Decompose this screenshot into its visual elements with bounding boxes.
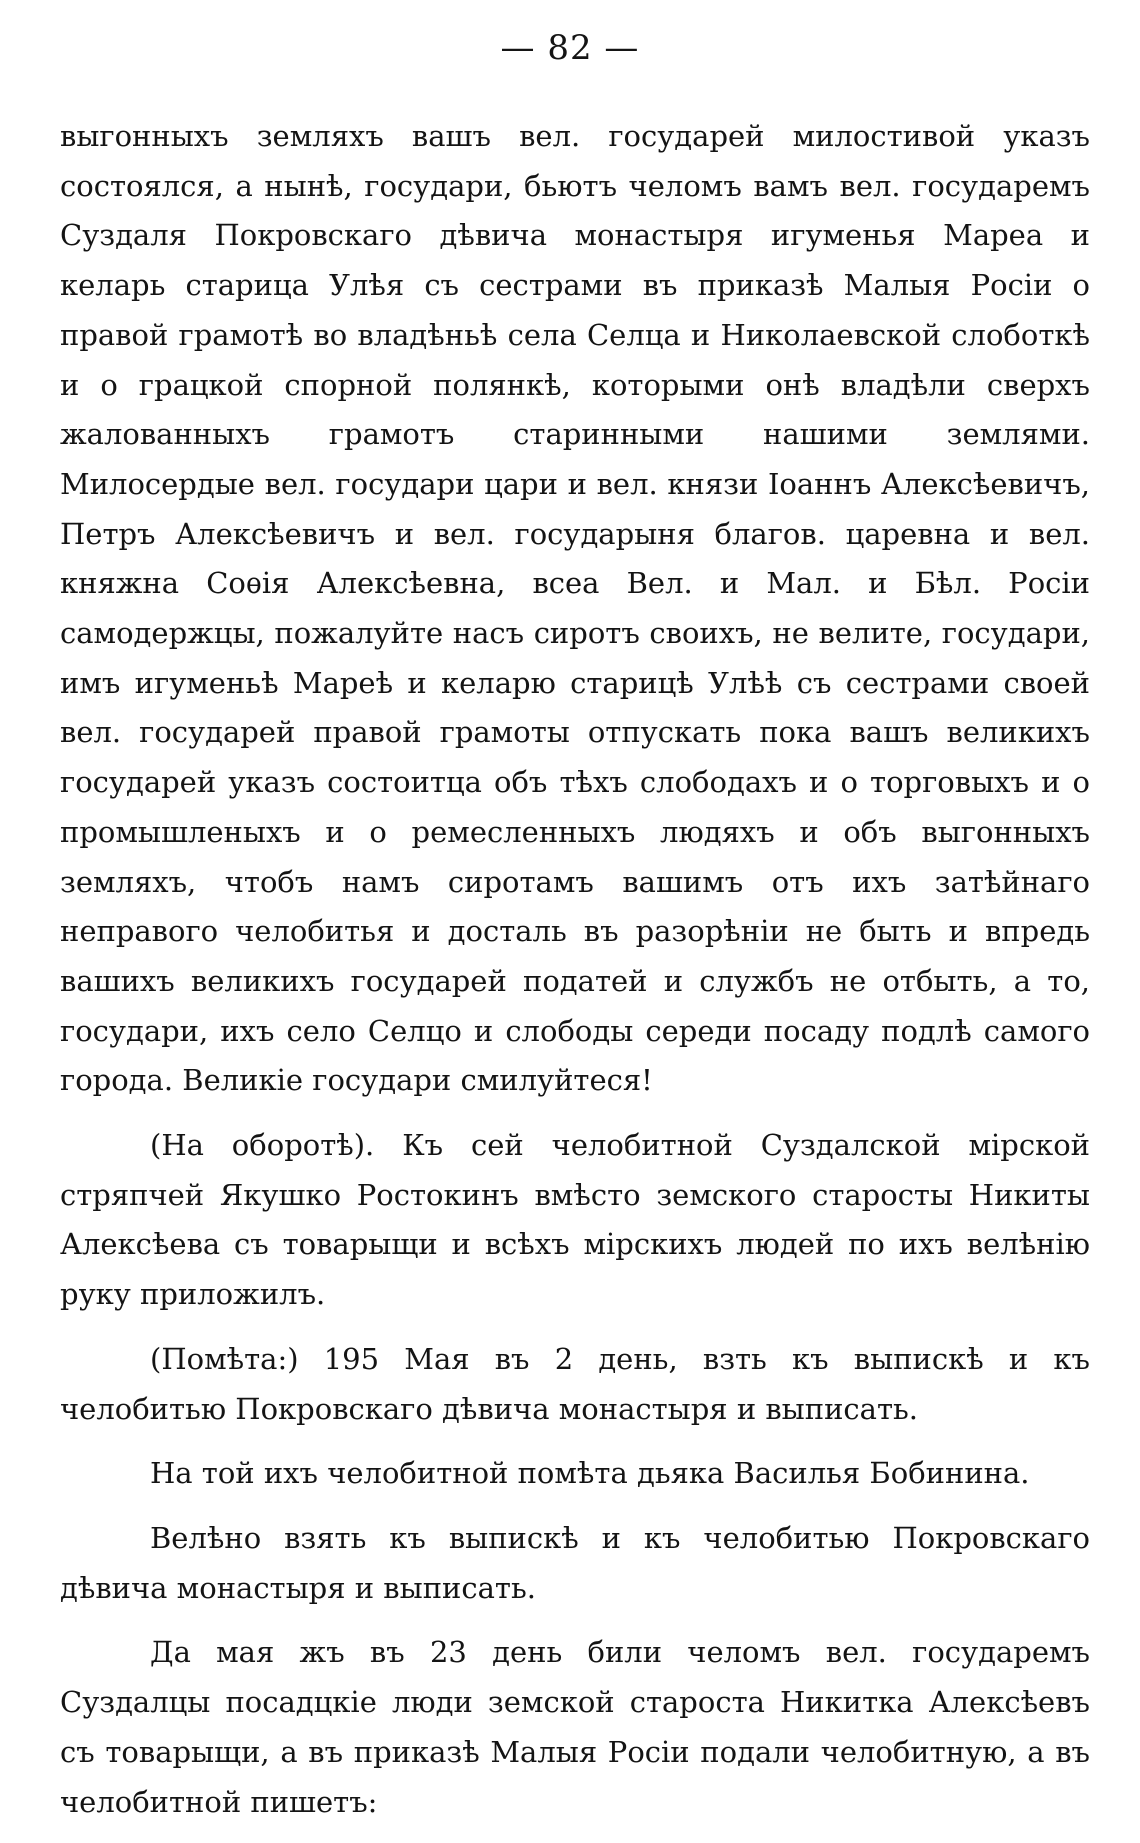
paragraph-order: Велѣно взять къ выпискѣ и къ челобитью Покровскаго дѣвича монастыря и выписать. <box>60 1520 1090 1605</box>
paragraph-reverse-note: (На оборотѣ). Къ сей челобитной Суздалской мірской стряпчей Якушко Ростокинъ вмѣсто земского старосты Никиты Алексѣева съ товарыщи и всѣхъ мірскихъ людей по ихъ велѣнію руку приложилъ. <box>60 1128 1090 1312</box>
document-body <box>60 112 1090 1827</box>
paragraph-annotation: (Помѣта:) 195 Мая въ 2 день, взть къ выпискѣ и къ челобитью Покровскаго дѣвича монастыря и выписать. <box>60 1341 1090 1426</box>
page-number: — 82 — <box>500 28 640 68</box>
paragraph-new-petition: Да мая жъ въ 23 день били челомъ вел. государемъ Суздалцы посадцкіе люди земской староста Никитка Алексѣевъ съ товарыщи, а въ приказѣ Малыя Росіи подали челобитную, а въ челобитной пишетъ: <box>60 1635 1090 1819</box>
paragraph-petition-continuation: выгонныхъ земляхъ вашъ вел. государей милостивой указъ состоялся, а нынѣ, государи, бьютъ челомъ вамъ вел. государемъ Суздаля Покровскаго дѣвича монастыря игуменья Мареа и келарь старица Улѣя съ сестрами въ приказѣ Малыя Росіи о правой грамотѣ во владѣньѣ села Селца и Николаевской слоботкѣ и о грацкой спорной полянкѣ, которыми онѣ владѣли сверхъ жалованныхъ грамотъ старинными нашими землями. Милосердые вел. государи цари и вел. князи Іоаннъ Алексѣевичъ, Петръ Алексѣевичъ и вел. государыня благов. царевна и вел. княжна Соѳія Алексѣевна, всеа Вел. и Мал. и Бѣл. Росіи самодержцы, пожалуйте насъ сиротъ своихъ, не велите, государи, имъ игуменьѣ Мареѣ и келарю старицѣ Улѣѣ съ сестрами своей вел. государей правой грамоты отпускать пока вашъ великихъ государей указъ состоитца объ тѣхъ слободахъ и о торговыхъ и о промышленыхъ и о ремесленныхъ людяхъ и объ выгонныхъ земляхъ, чтобъ намъ сиротамъ вашимъ отъ ихъ затѣйнаго неправого челобитья и досталь въ разорѣніи не быть и впредь вашихъ великихъ государей податей и службъ не отбыть, а то, государи, ихъ село Селцо и слободы середи посаду подлѣ самого города. Великіе государи смилуйтеся! <box>60 119 1090 1098</box>
paragraph-clerk-note: На той ихъ челобитной помѣта дьяка Василья Бобинина. <box>150 1456 1030 1491</box>
